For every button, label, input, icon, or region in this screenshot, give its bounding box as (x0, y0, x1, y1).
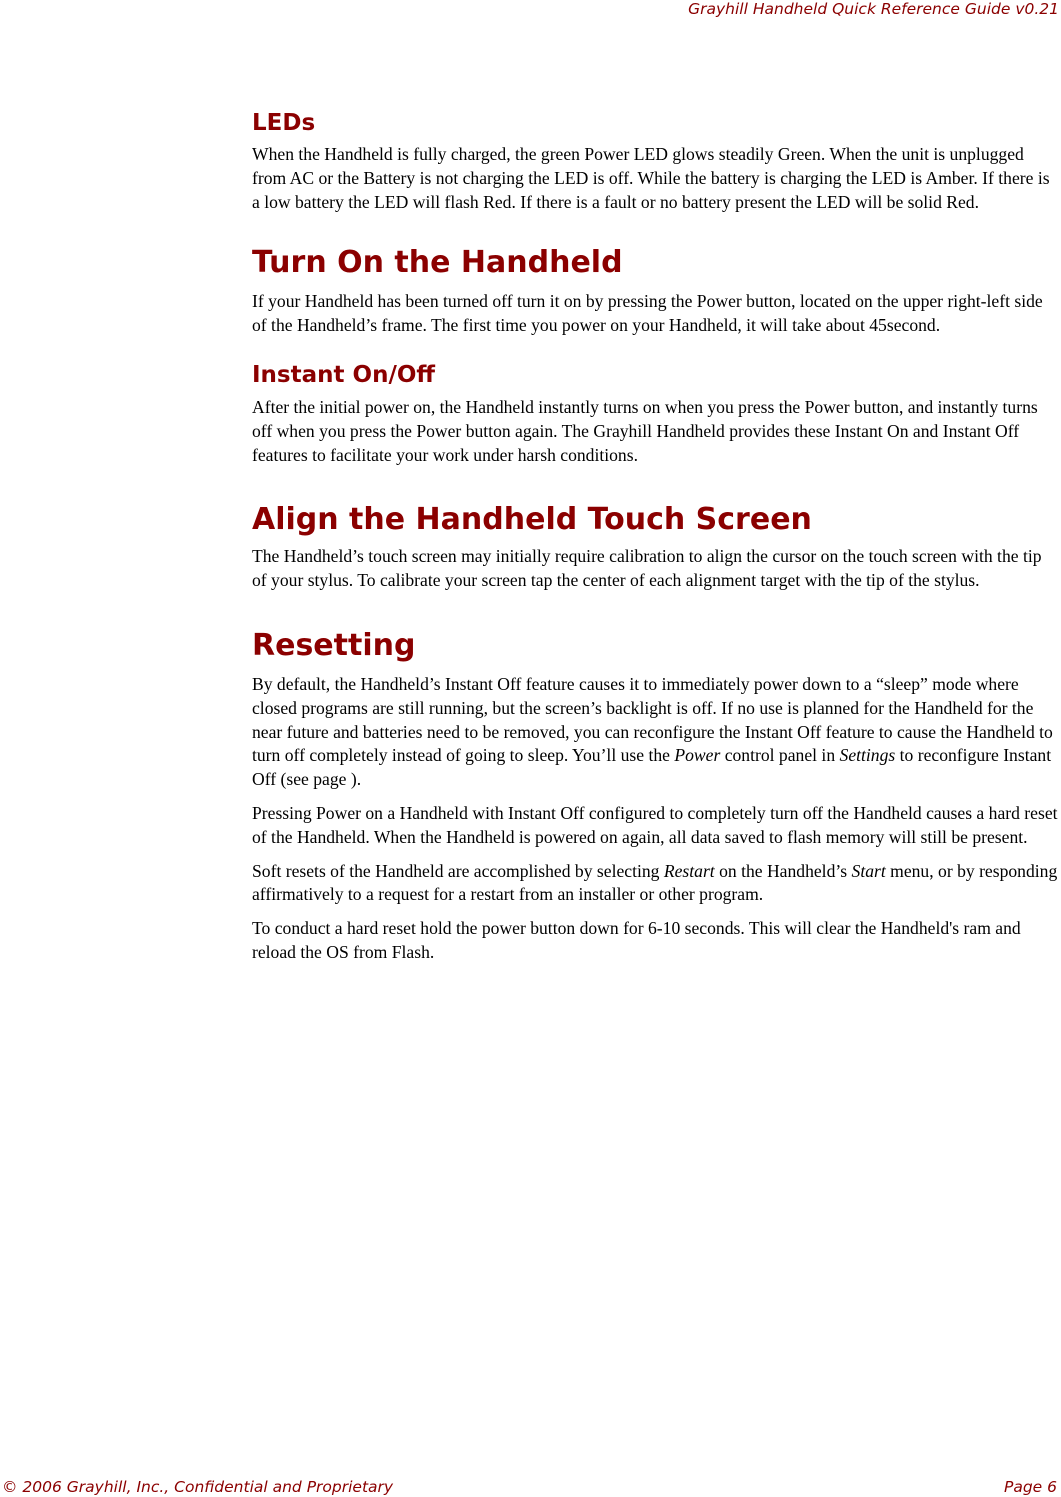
resetting-p3-start: Start (851, 860, 886, 881)
resetting-p1-text-c: to reconfigure Instant Off (see page ). (252, 745, 1052, 790)
resetting-p3-text-a: Soft resets of the Handheld are accomplished by selecting (252, 860, 664, 881)
resetting-p1-power: Power (674, 745, 721, 766)
paragraph-instant-on-off: After the initial power on, the Handheld instantly turns on when you press the Power button, and instantly turns off when you press the Power button again. The Grayhill Handheld provides these Instant On and Instant Off features to facilitate your work under harsh conditions. (252, 396, 1038, 465)
paragraph-resetting-4: To conduct a hard reset hold the power button down for 6-10 seconds. This will clear the Handheld's ram and reload the OS from Flash. (252, 918, 1021, 962)
page-content (252, 104, 1060, 965)
page-header-title: Grayhill Handheld Quick Reference Guide v0.21 (688, 0, 1059, 18)
paragraph-turn-on: If your Handheld has been turned off turn it on by pressing the Power button, located on the upper right-left side of the Handheld’s frame. The first time you power on your Handheld, it will take about 45second. (252, 291, 1043, 336)
resetting-p3-text-c: menu, or by responding affirmatively to a request for a restart from an installer or other program. (252, 860, 1058, 905)
heading-turn-on: Turn On the Handheld (252, 245, 623, 281)
heading-align-touch-screen: Align the Handheld Touch Screen (252, 502, 812, 538)
paragraph-align-touch-screen: The Handheld’s touch screen may initially require calibration to align the cursor on the touch screen with the tip of your stylus. To calibrate your screen tap the center of each alignment target with the tip of the stylus. (252, 546, 1042, 591)
resetting-p1-settings: Settings (839, 745, 896, 766)
paragraph-resetting-3 (252, 860, 1060, 908)
resetting-p1-text-a: By default, the Handheld’s Instant Off feature causes it to immediately power down to a “sleep” mode where closed programs are still running, but the screen’s backlight is off. If no use is planned for the Handheld for the near future and batteries need to be removed, you can reconfigure the Instant Off feature to cause the Handheld to turn off completely instead of going to sleep. You’ll use the (252, 673, 1053, 766)
footer-copyright: © 2006 Grayhill, Inc., Confidential and Proprietary (2, 1478, 394, 1496)
heading-instant-on-off: Instant On/Off (252, 361, 436, 388)
footer-page-number: Page 6 (1003, 1478, 1057, 1496)
heading-leds: LEDs (252, 110, 316, 136)
paragraph-leds: When the Handheld is fully charged, the green Power LED glows steadily Green. When the unit is unplugged from AC or the Battery is not charging the LED is off. While the battery is charging the LED is Amber. If there is a low battery the LED will flash Red. If there is a fault or no battery present the LED will be solid Red. (252, 144, 1050, 212)
resetting-p1-text-b: control panel in (720, 745, 840, 766)
paragraph-resetting-2: Pressing Power on a Handheld with Instant Off configured to completely turn off the Handheld causes a hard reset of the Handheld. When the Handheld is powered on again, all data saved to flash memory will still be present. (252, 802, 1058, 847)
paragraph-resetting-1 (252, 673, 1060, 792)
heading-resetting: Resetting (252, 627, 416, 663)
resetting-p3-text-b: on the Handheld’s (714, 860, 852, 881)
resetting-p3-restart: Restart (663, 860, 715, 881)
